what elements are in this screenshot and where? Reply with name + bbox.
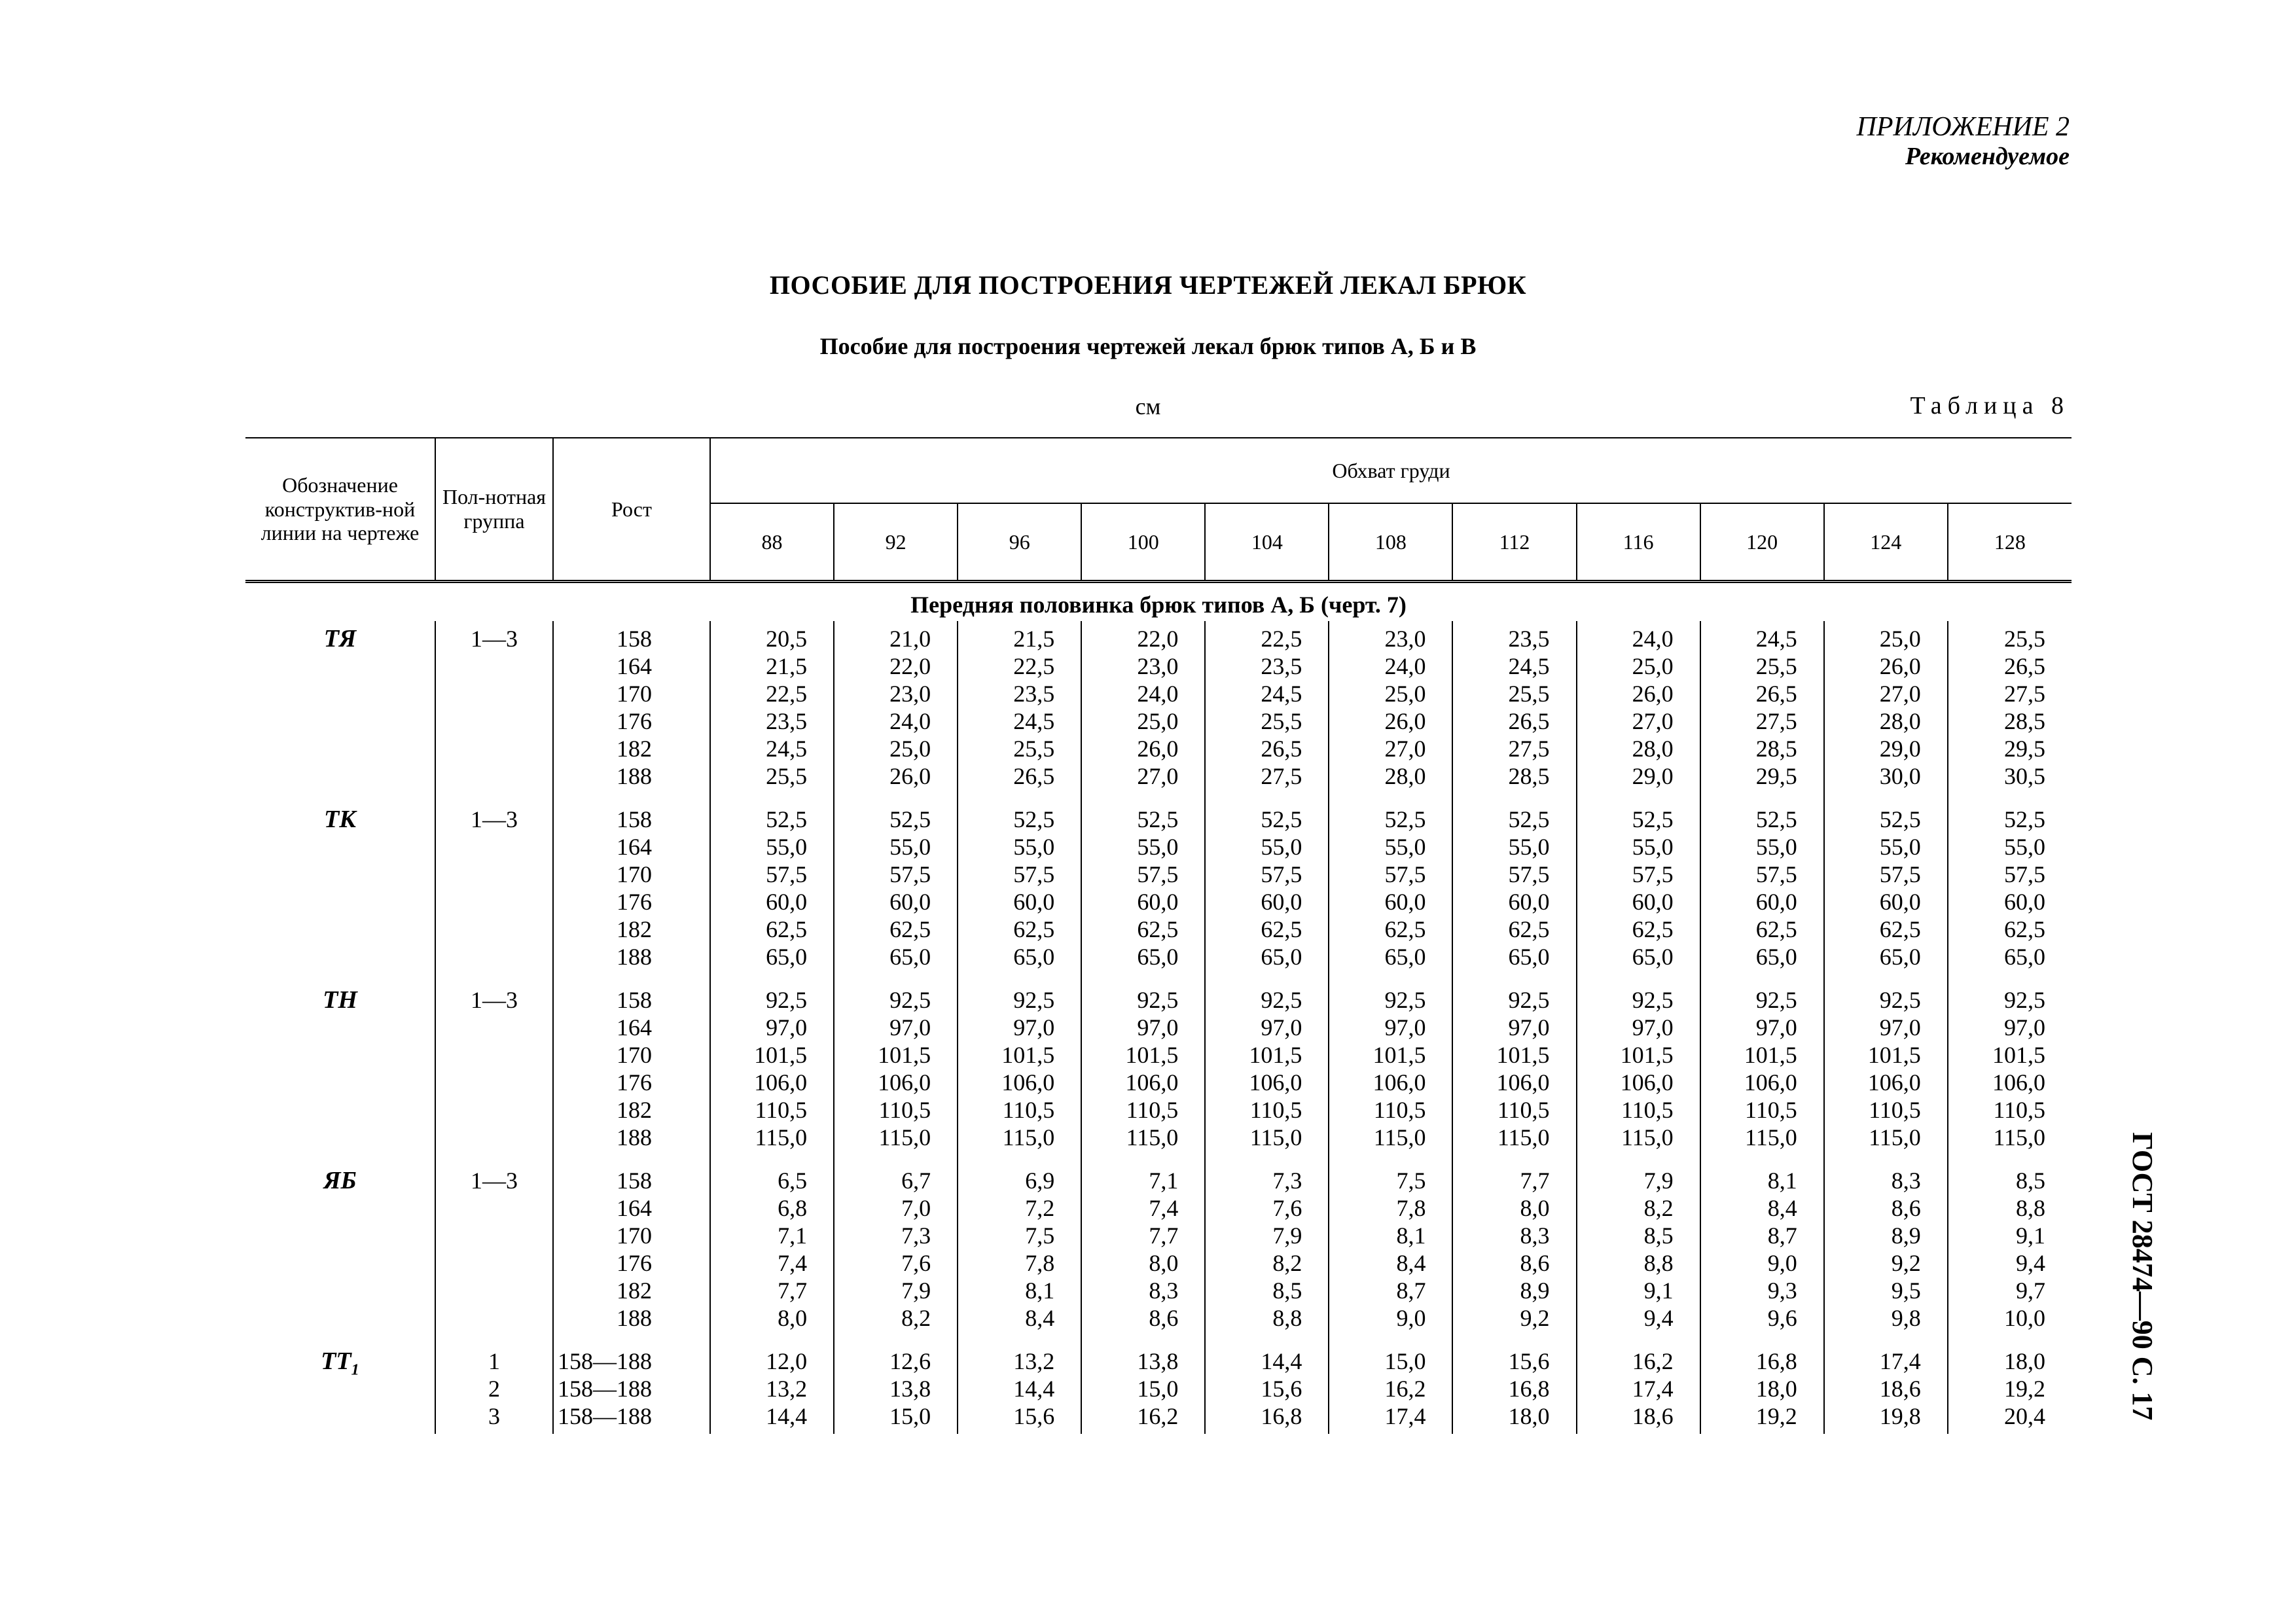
line-designation: $ТТ_1$ (321, 1347, 359, 1379)
table-row-block (245, 621, 2072, 802)
table-row-block (245, 982, 2072, 1163)
value-cell: 52,5 55,0 57,5 60,0 62,5 65,0 (1824, 802, 1948, 982)
value-cell: 7,3 7,6 7,9 8,2 8,5 8,8 (1205, 1163, 1329, 1344)
value-cell: 6,5 6,8 7,1 7,4 7,7 8,0 (710, 1163, 834, 1344)
value-cell: 7,5 7,8 8,1 8,4 8,7 9,0 (1329, 1163, 1452, 1344)
header-chest-size: 108 (1329, 503, 1452, 582)
header-chest-size: 96 (958, 503, 1081, 582)
header-chest-size: 104 (1205, 503, 1329, 582)
value-cell: 21,5 22,5 23,5 24,5 25,5 26,5 (958, 621, 1081, 802)
value-cell: 22,0 23,0 24,0 25,0 26,0 27,0 (1081, 621, 1205, 802)
value-cell: 23,0 24,0 25,0 26,0 27,0 28,0 (1329, 621, 1452, 802)
value-cell: 52,5 55,0 57,5 60,0 62,5 65,0 (1577, 802, 1700, 982)
value-cell: 8,3 8,6 8,9 9,2 9,5 9,8 (1824, 1163, 1948, 1344)
value-cell: 52,5 55,0 57,5 60,0 62,5 65,0 (1700, 802, 1824, 982)
appendix-label (1857, 111, 2070, 171)
fullness-group: 1—3 (435, 802, 553, 982)
units-label: см (1135, 393, 1161, 419)
header-chest-size: 128 (1948, 503, 2072, 582)
value-cell: 92,5 97,0 101,5 106,0 110,5 115,0 (1577, 982, 1700, 1163)
value-cell: 52,5 55,0 57,5 60,0 62,5 65,0 (1329, 802, 1452, 982)
value-cell: 13,2 14,4 15,6 (958, 1344, 1081, 1434)
value-cell: 7,9 8,2 8,5 8,8 9,1 9,4 (1577, 1163, 1700, 1344)
header-chest-size: 112 (1452, 503, 1576, 582)
value-cell: 22,5 23,5 24,5 25,5 26,5 27,5 (1205, 621, 1329, 802)
height-values: 158—188 158—188 158—188 (553, 1344, 710, 1434)
header-chest-size: 100 (1081, 503, 1205, 582)
value-cell: 15,6 16,8 18,0 (1452, 1344, 1576, 1434)
value-cell: 92,5 97,0 101,5 106,0 110,5 115,0 (1948, 982, 2072, 1163)
line-designation: ЯБ (323, 1167, 357, 1194)
appendix-title: ПРИЛОЖЕНИЕ 2 (1856, 112, 2070, 142)
height-values: 158 164 170 176 182 188 (553, 1163, 710, 1344)
value-cell: 15,0 16,2 17,4 (1329, 1344, 1452, 1434)
value-cell: 24,5 25,5 26,5 27,5 28,5 29,5 (1700, 621, 1824, 802)
value-cell: 23,5 24,5 25,5 26,5 27,5 28,5 (1452, 621, 1576, 802)
header-chest: Обхват груди (710, 438, 2072, 503)
value-cell: 92,5 97,0 101,5 106,0 110,5 115,0 (958, 982, 1081, 1163)
value-cell: 92,5 97,0 101,5 106,0 110,5 115,0 (834, 982, 958, 1163)
line-designation: ТК (324, 806, 356, 833)
value-cell: 16,2 17,4 18,6 (1577, 1344, 1700, 1434)
value-cell: 92,5 97,0 101,5 106,0 110,5 115,0 (1700, 982, 1824, 1163)
document-subtitle: Пособие для построения чертежей лекал брюк типов А, Б и В (819, 333, 1477, 359)
value-cell: 6,9 7,2 7,5 7,8 8,1 8,4 (958, 1163, 1081, 1344)
value-cell: 92,5 97,0 101,5 106,0 110,5 115,0 (1452, 982, 1576, 1163)
value-cell: 8,1 8,4 8,7 9,0 9,3 9,6 (1700, 1163, 1824, 1344)
value-cell: 7,1 7,4 7,7 8,0 8,3 8,6 (1081, 1163, 1205, 1344)
value-cell: 21,0 22,0 23,0 24,0 25,0 26,0 (834, 621, 958, 802)
table-number: Таблица 8 (1910, 392, 2070, 419)
fullness-group: 1—3 (435, 1163, 553, 1344)
value-cell: 24,0 25,0 26,0 27,0 28,0 29,0 (1577, 621, 1700, 802)
value-cell: 25,0 26,0 27,0 28,0 29,0 30,0 (1824, 621, 1948, 802)
header-chest-size: 124 (1824, 503, 1948, 582)
value-cell: 52,5 55,0 57,5 60,0 62,5 65,0 (958, 802, 1081, 982)
value-cell: 92,5 97,0 101,5 106,0 110,5 115,0 (710, 982, 834, 1163)
table-row-block (245, 802, 2072, 982)
header-chest-size: 116 (1577, 503, 1700, 582)
fullness-group: 1—3 (435, 982, 553, 1163)
value-cell: 52,5 55,0 57,5 60,0 62,5 65,0 (710, 802, 834, 982)
appendix-subtitle: Рекомендуемое (1905, 143, 2070, 171)
header-height: Рост (553, 438, 710, 582)
value-cell: 52,5 55,0 57,5 60,0 62,5 65,0 (834, 802, 958, 982)
value-cell: 20,5 21,5 22,5 23,5 24,5 25,5 (710, 621, 834, 802)
height-values: 158 164 170 176 182 188 (553, 982, 710, 1163)
value-cell: 92,5 97,0 101,5 106,0 110,5 115,0 (1081, 982, 1205, 1163)
height-values: 158 164 170 176 182 188 (553, 621, 710, 802)
document-title: ПОСОБИЕ ДЛЯ ПОСТРОЕНИЯ ЧЕРТЕЖЕЙ ЛЕКАЛ БРЮК (769, 270, 1527, 300)
value-cell: 14,4 15,6 16,8 (1205, 1344, 1329, 1434)
section-title: Передняя половинка брюк типов А, Б (черт. 7) (910, 592, 1407, 618)
value-cell: 17,4 18,6 19,8 (1824, 1344, 1948, 1434)
value-cell: 92,5 97,0 101,5 106,0 110,5 115,0 (1824, 982, 1948, 1163)
table-row-block (245, 1163, 2072, 1344)
value-cell: 25,5 26,5 27,5 28,5 29,5 30,5 (1948, 621, 2072, 802)
value-cell: 7,7 8,0 8,3 8,6 8,9 9,2 (1452, 1163, 1576, 1344)
value-cell: 12,6 13,8 15,0 (834, 1344, 958, 1434)
header-chest-size: 88 (710, 503, 834, 582)
header-group: Пол-нотная группа (435, 438, 553, 582)
value-cell: 52,5 55,0 57,5 60,0 62,5 65,0 (1948, 802, 2072, 982)
value-cell: 8,5 8,8 9,1 9,4 9,7 10,0 (1948, 1163, 2072, 1344)
value-cell: 92,5 97,0 101,5 106,0 110,5 115,0 (1329, 982, 1452, 1163)
standard-page-label: ГОСТ 28474—90 С. 17 (2126, 1132, 2159, 1421)
value-cell: 12,0 13,2 14,4 (710, 1344, 834, 1434)
header-chest-size: 120 (1700, 503, 1824, 582)
value-cell: 16,8 18,0 19,2 (1700, 1344, 1824, 1434)
value-cell: 52,5 55,0 57,5 60,0 62,5 65,0 (1205, 802, 1329, 982)
value-cell: 52,5 55,0 57,5 60,0 62,5 65,0 (1452, 802, 1576, 982)
height-values: 158 164 170 176 182 188 (553, 802, 710, 982)
fullness-group: 1 2 3 (435, 1344, 553, 1434)
value-cell: 18,0 19,2 20,4 (1948, 1344, 2072, 1434)
line-designation: ТЯ (323, 625, 357, 652)
table-row-block (245, 1344, 2072, 1434)
value-cell: 52,5 55,0 57,5 60,0 62,5 65,0 (1081, 802, 1205, 982)
data-table (245, 437, 2072, 1434)
value-cell: 6,7 7,0 7,3 7,6 7,9 8,2 (834, 1163, 958, 1344)
line-designation: ТН (323, 986, 357, 1014)
value-cell: 13,8 15,0 16,2 (1081, 1344, 1205, 1434)
header-chest-size: 92 (834, 503, 958, 582)
value-cell: 92,5 97,0 101,5 106,0 110,5 115,0 (1205, 982, 1329, 1163)
header-designation: Обозначение конструктив-ной линии на чертеже (245, 438, 435, 582)
fullness-group: 1—3 (435, 621, 553, 802)
